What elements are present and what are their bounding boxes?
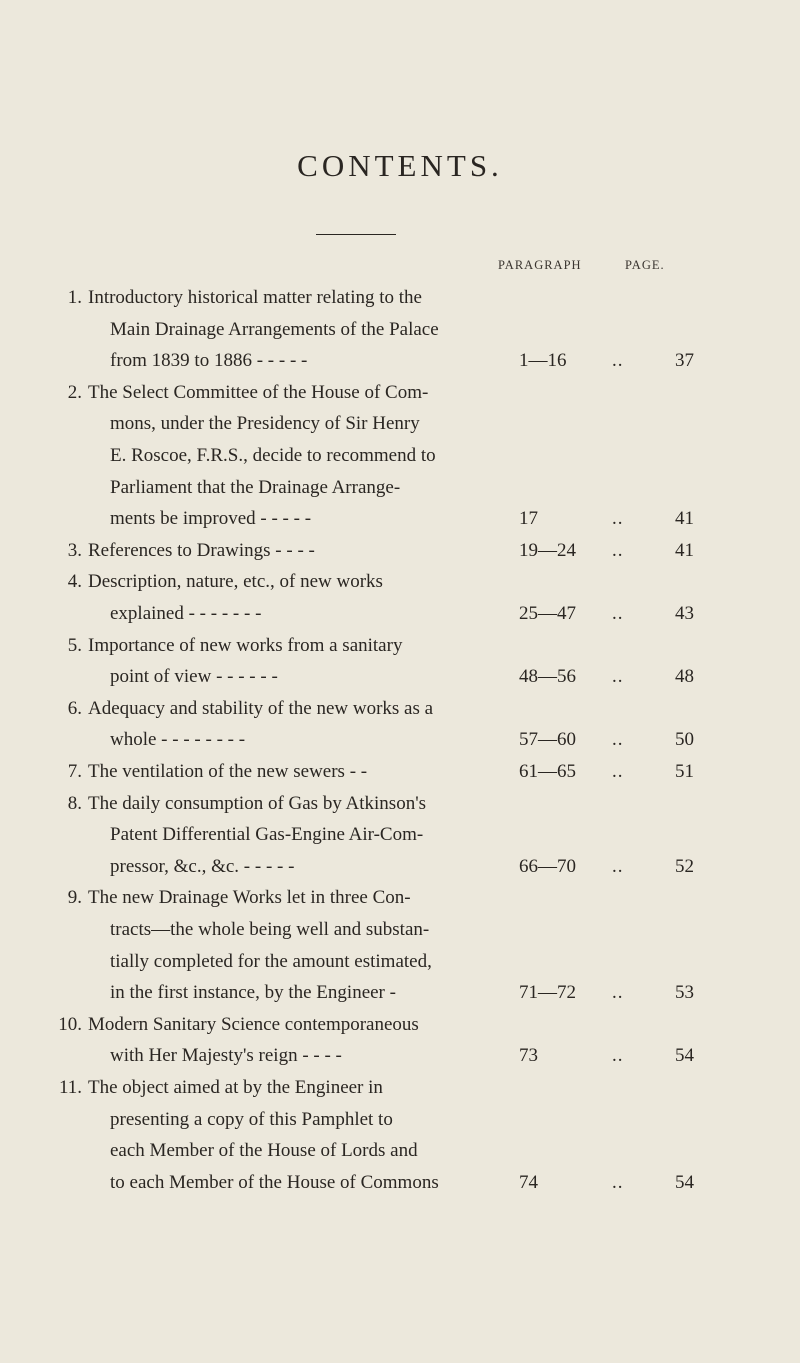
entry-text: Main Drainage Arrangements of the Palace [110, 318, 439, 340]
entry-number: 6. [67, 697, 82, 719]
entry-text: Adequacy and stability of the new works as a [88, 697, 434, 719]
contents-entry-line [54, 977, 754, 1009]
contents-entry-line [54, 946, 754, 978]
entry-number: 2. [67, 381, 82, 403]
entry-text: Modern Sanitary Science contemporaneous [88, 1013, 419, 1035]
entry-leader-dots: .. [612, 603, 624, 624]
entry-page-number: 54 [675, 1171, 694, 1193]
contents-entry-line [54, 408, 754, 440]
contents-entry-line [54, 788, 754, 820]
entry-text: point of view - - - - - - [110, 666, 278, 688]
entry-paragraph-range: 74 [519, 1171, 538, 1193]
contents-entry-line [54, 345, 754, 377]
contents-entry-line [54, 1040, 754, 1072]
entry-paragraph-range: 71—72 [519, 982, 576, 1004]
entry-page-number: 51 [675, 761, 694, 782]
entry-leader-dots: .. [612, 729, 624, 751]
entry-number: 1. [67, 287, 82, 308]
entry-page-number: 41 [675, 508, 694, 530]
entry-number: 8. [67, 792, 82, 814]
entry-leader-dots: .. [612, 350, 624, 372]
contents-entry-line [54, 535, 754, 567]
contents-entry-line [54, 566, 754, 598]
entry-leader-dots: .. [612, 1045, 624, 1067]
entry-text: References to Drawings - - - - [88, 539, 315, 561]
entry-leader-dots: .. [612, 855, 624, 877]
entry-leader-dots: .. [612, 1171, 624, 1193]
entry-number: 7. [67, 761, 82, 782]
page-column-header: PAGE. [625, 258, 665, 272]
contents-entry-line [54, 503, 754, 535]
entry-page-number: 37 [675, 350, 694, 372]
entry-text: whole - - - - - - - - [110, 729, 246, 751]
entry-page-number: 48 [675, 666, 694, 688]
contents-entry-line [54, 756, 754, 788]
contents-entry-line [54, 914, 754, 946]
entry-text: The ventilation of the new sewers - - [88, 761, 368, 782]
contents-entry-line [54, 819, 754, 851]
entry-number: 9. [67, 887, 82, 909]
entry-text: pressor, &c., &c. - - - - - [110, 855, 295, 877]
entry-text: from 1839 to 1886 - - - - - [110, 350, 308, 372]
entry-paragraph-range: 17 [519, 508, 538, 530]
entry-paragraph-range: 48—56 [519, 666, 576, 688]
entry-number: 11. [58, 1077, 82, 1098]
entry-text: Parliament that the Drainage Arrange- [110, 476, 401, 498]
entry-paragraph-range: 66—70 [519, 855, 576, 877]
contents-entry-line [54, 282, 754, 314]
contents-entry-line [54, 1072, 754, 1104]
entry-text: to each Member of the House of Commons [110, 1171, 439, 1193]
entry-page-number: 50 [675, 729, 694, 751]
contents-entry-line [54, 440, 754, 472]
contents-entry-line [54, 693, 754, 725]
contents-entry-line [54, 1167, 754, 1199]
contents-entry-line [54, 598, 754, 630]
entry-text: each Member of the House of Lords and [110, 1140, 418, 1162]
entry-text: Importance of new works from a sanitary [88, 634, 403, 656]
entry-text: ments be improved - - - - - [110, 508, 312, 530]
entry-page-number: 41 [675, 539, 694, 561]
entry-text: presenting a copy of this Pamphlet to [110, 1108, 393, 1130]
contents-entry-line [54, 314, 754, 346]
entry-page-number: 52 [675, 855, 694, 877]
entry-text: in the first instance, by the Engineer - [110, 982, 396, 1004]
contents-entry-line [54, 661, 754, 693]
entry-leader-dots: .. [612, 508, 624, 530]
entry-page-number: 54 [675, 1045, 694, 1067]
entry-text: with Her Majesty's reign - - - - [110, 1045, 342, 1067]
contents-entry-line [54, 1104, 754, 1136]
entry-paragraph-range: 57—60 [519, 729, 576, 751]
contents-entry-line [54, 377, 754, 409]
entry-paragraph-range: 73 [519, 1045, 538, 1067]
entry-leader-dots: .. [612, 666, 624, 688]
entry-text: tracts—the whole being well and substan- [110, 919, 430, 940]
contents-entry-line [54, 882, 754, 914]
entry-leader-dots: .. [612, 982, 624, 1004]
entry-text: Patent Differential Gas-Engine Air-Com- [110, 824, 424, 846]
contents-entry-line [54, 630, 754, 662]
entry-leader-dots: .. [612, 761, 624, 782]
entry-paragraph-range: 19—24 [519, 539, 576, 561]
entry-text: E. Roscoe, F.R.S., decide to recommend to [110, 445, 436, 466]
entry-paragraph-range: 25—47 [519, 603, 576, 624]
entry-text: explained - - - - - - - [110, 603, 262, 624]
paragraph-column-header: PARAGRAPH [498, 258, 582, 272]
entry-text: The new Drainage Works let in three Con- [88, 887, 411, 909]
contents-entry-line [54, 1135, 754, 1167]
entry-paragraph-range: 1—16 [519, 350, 567, 372]
entry-text: Introductory historical matter relating to the [88, 287, 422, 308]
entry-text: Description, nature, etc., of new works [88, 571, 383, 593]
entry-number: 5. [67, 634, 82, 656]
entry-text: tially completed for the amount estimated, [110, 950, 432, 972]
entry-page-number: 53 [675, 982, 694, 1004]
page-title: CONTENTS. [297, 148, 503, 183]
entry-number: 3. [67, 539, 82, 561]
contents-entry-line [54, 724, 754, 756]
entry-text: The daily consumption of Gas by Atkinson's [88, 792, 427, 814]
entry-paragraph-range: 61—65 [519, 761, 576, 782]
entry-text: mons, under the Presidency of Sir Henry [110, 413, 420, 435]
entry-leader-dots: .. [612, 539, 624, 561]
entry-text: The object aimed at by the Engineer in [88, 1077, 383, 1098]
entry-text: The Select Committee of the House of Com- [88, 381, 429, 403]
contents-entry-line [54, 472, 754, 504]
contents-entry-line [54, 1009, 754, 1041]
entry-number: 4. [67, 571, 82, 593]
contents-entry-line [54, 851, 754, 883]
entry-number: 10. [58, 1013, 82, 1035]
entry-page-number: 43 [675, 603, 694, 624]
